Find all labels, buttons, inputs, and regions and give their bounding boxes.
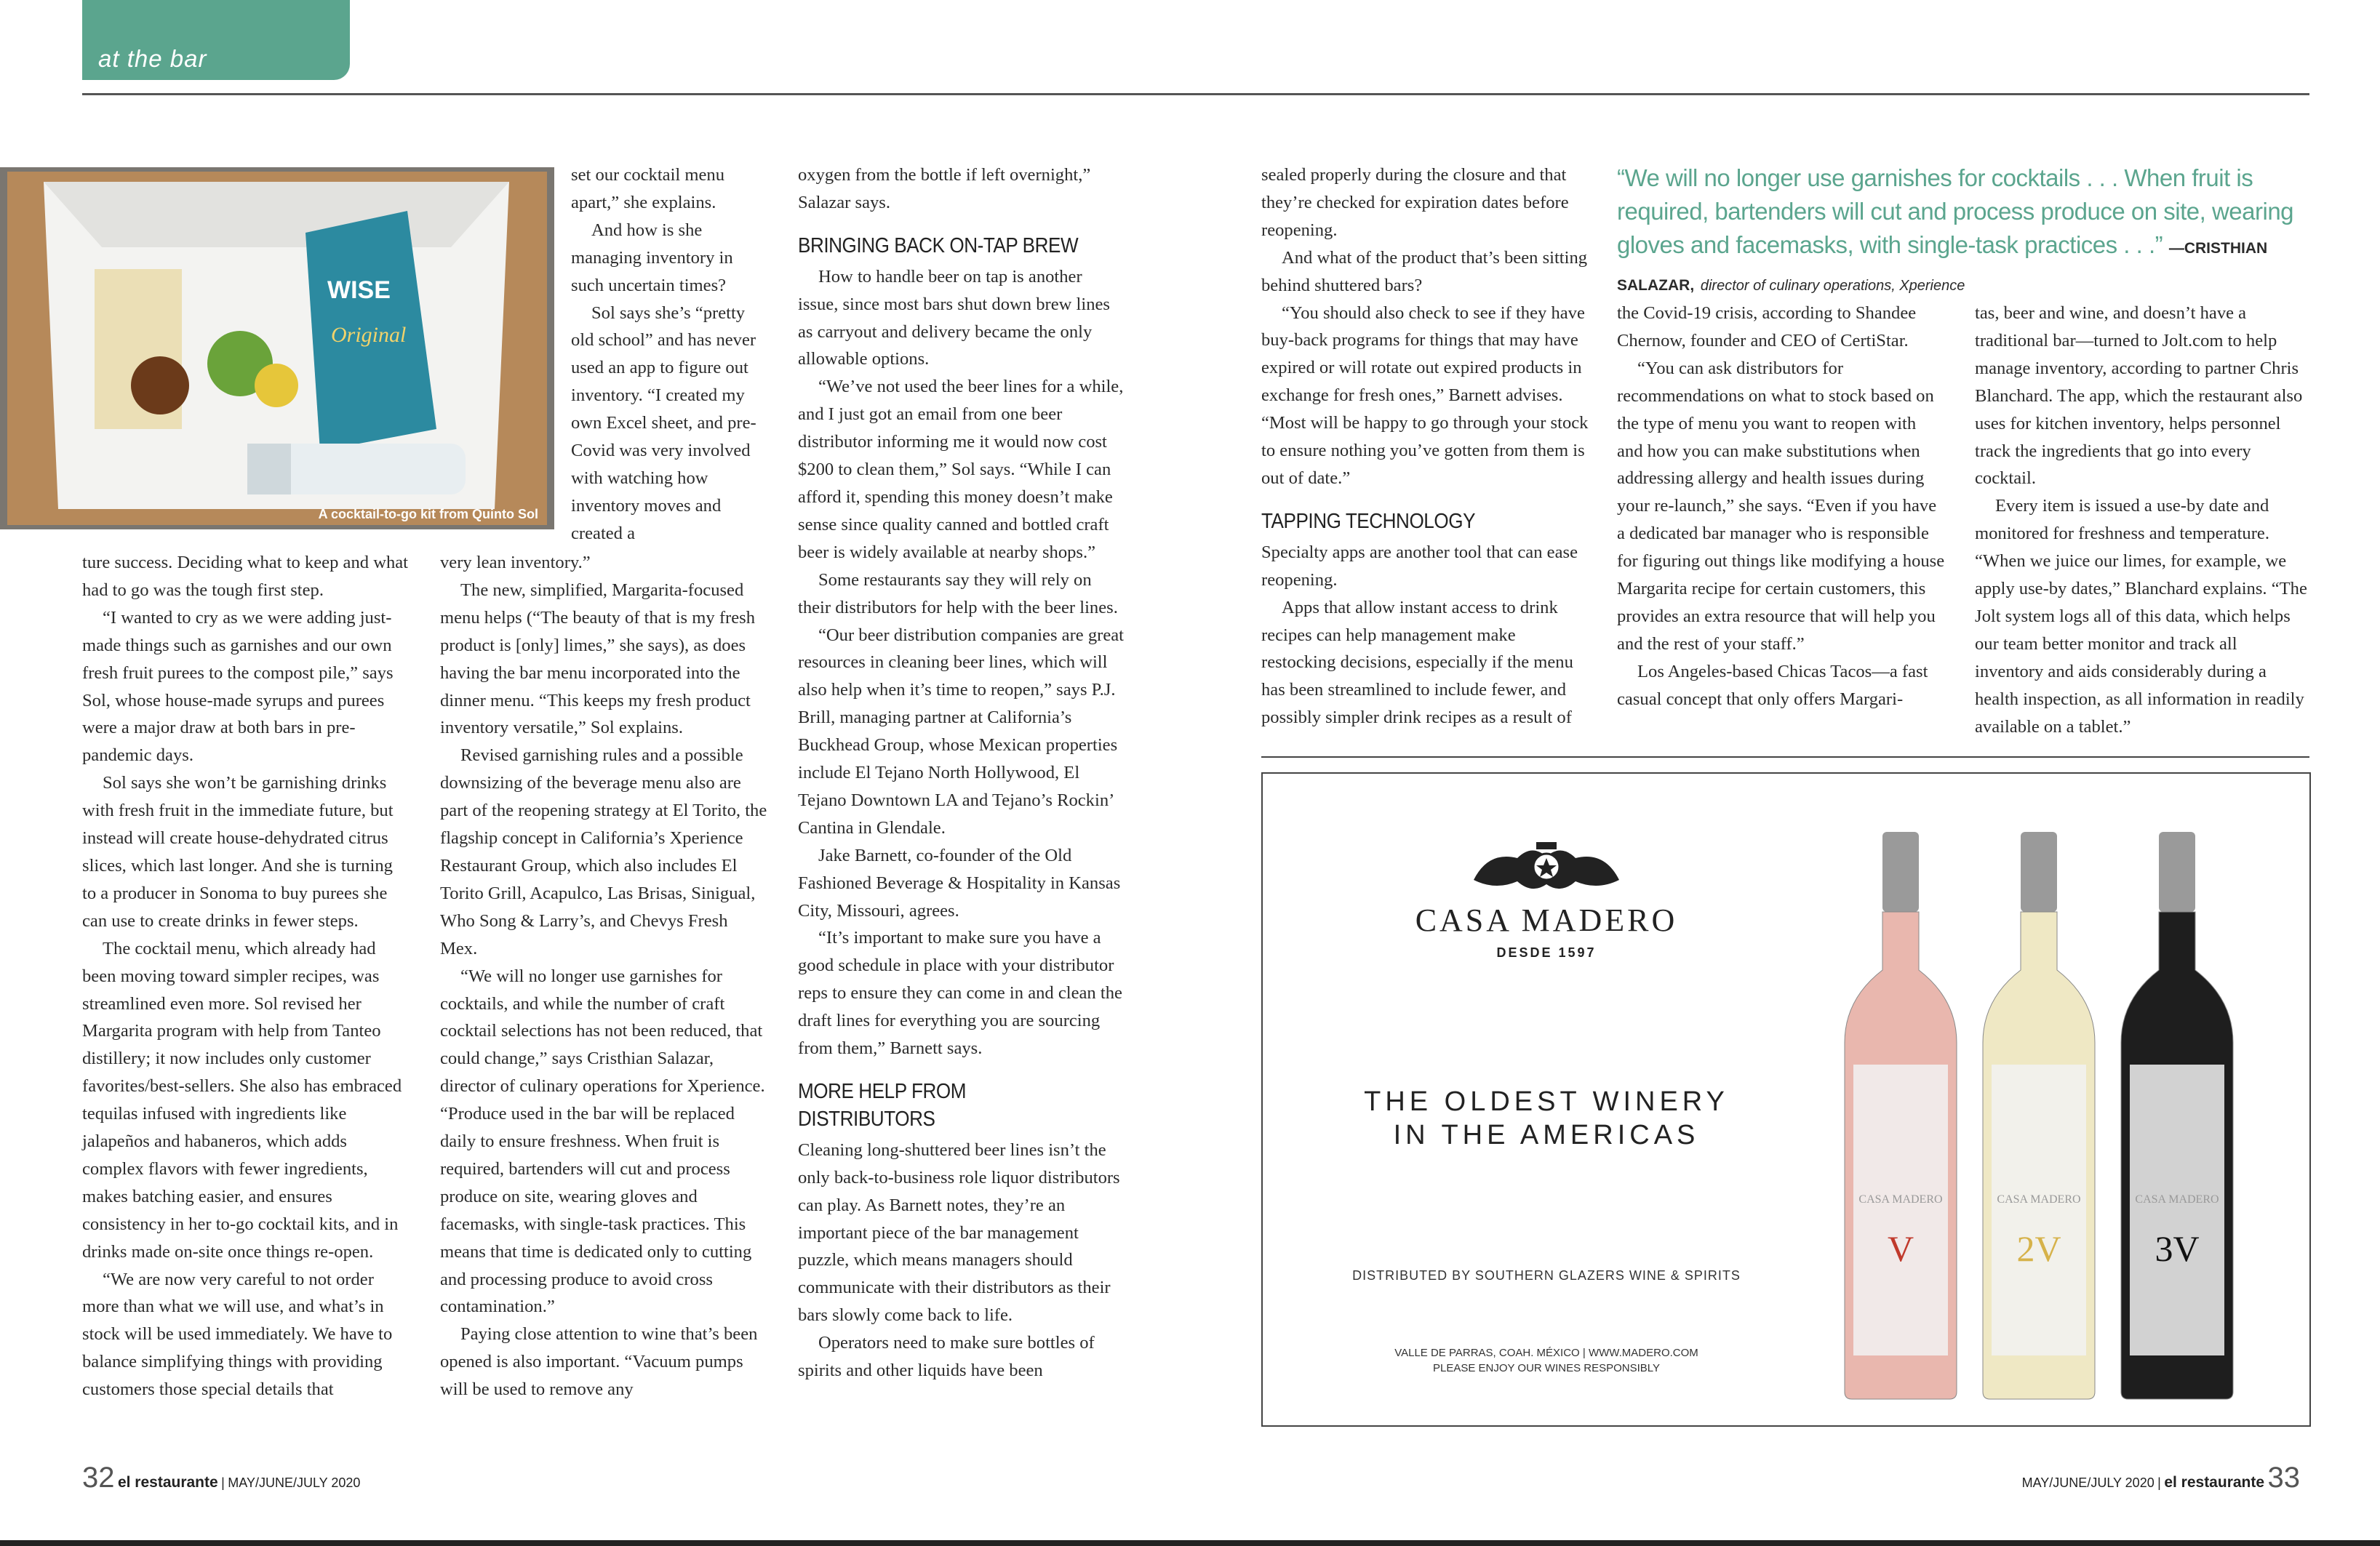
- article-column-1: [82, 549, 410, 1403]
- casa-madero-crest-icon: [1459, 836, 1634, 902]
- magazine-name-right: el restaurante: [2164, 1474, 2265, 1491]
- ad-responsibly: PLEASE ENJOY OUR WINES RESPONSIBLY: [1432, 1362, 1661, 1374]
- paragraph: The cocktail menu, which already had been moving toward simpler recipes, was streamlined even more. Sol revised her Margarita program with help from Tanteo distillery; it now includes only customer favorites/best-sellers. She also has embraced tequilas infused with ingredients like jalapeños and habaneros, which adds complex flavors with fewer ingredients, makes batching easier, and ensures consistency in her to-go cocktail kits, and in drinks made on-site once things re-open.: [82, 938, 402, 1262]
- paragraph: Operators need to make sure bottles of spirits and other liquids have been: [798, 1333, 1095, 1381]
- issue-date-left: MAY/JUNE/JULY 2020: [228, 1475, 361, 1490]
- pull-quote: [1617, 161, 2315, 303]
- paragraph: Los Angeles-based Chicas Tacos—a fast casual concept that only offers Margari-: [1617, 661, 1928, 709]
- cocktail-kit-illustration: [0, 167, 554, 529]
- casa-madero-advertisement: [1261, 772, 2311, 1427]
- pull-quote-attribution-title: director of culinary operations, Xperience: [1700, 278, 1965, 294]
- folio-right: [2022, 1462, 2300, 1494]
- paragraph: oxygen from the bottle if left overnight,” Salazar says.: [798, 165, 1091, 212]
- paragraph: Every item is issued a use-by date and monitored for freshness and temperature. “When we juice our limes, for example, we apply use-by dates,” Blanchard explains. “The Jolt system logs all of this data, which helps our team better monitor and track all inventory and aids considerably during a health inspection, as all information in readily available on a tablet.”: [1975, 496, 2307, 737]
- paragraph: Some restaurants say they will rely on their distributors for help with the beer lines.: [798, 569, 1118, 617]
- ad-headline-line-1: THE OLDEST WINERY: [1364, 1086, 1729, 1117]
- section-tab: [82, 0, 350, 80]
- page-number-right: 33: [2267, 1462, 2300, 1494]
- article-column-3: [798, 161, 1125, 1385]
- paragraph: ture success. Deciding what to keep and what had to go was the tough first step.: [82, 553, 409, 600]
- paragraph: How to handle beer on tap is another issue, since most bars shut down brew lines as carryout and delivery became the only allowable options.: [798, 266, 1110, 369]
- pull-quote-text: “We will no longer use garnishes for cocktails . . . When fruit is required, bartenders will cut and process produce on site, wearing gloves and facemasks, with single-task practices . . .”: [1617, 164, 2294, 258]
- section-tab-label: at the bar: [98, 45, 207, 72]
- paragraph: Paying close attention to wine that’s been opened is also important. “Vacuum pumps will be used to remove any: [440, 1324, 758, 1400]
- bottle-brand: CASA MADERO: [1997, 1193, 2081, 1206]
- paragraph: “We are now very careful to not order more than what we will use, and what’s in stock will be used immediately. We have to balance simplifying things with providing customers those special details that: [82, 1269, 393, 1400]
- wine-bottles-illustration: [1830, 825, 2296, 1406]
- article-column-6: [1975, 300, 2309, 741]
- paragraph: Cleaning long-shuttered beer lines isn’t the only back-to-business role liquor distributors can play. As Barnett notes, they’re an important piece of the bar management puzzle, which means managers should communicate with their distributors as their bars slowly come back to life.: [798, 1140, 1120, 1326]
- svg-text:Original: Original: [331, 323, 407, 347]
- section-heading: TAPPING TECHNOLOGY: [1261, 509, 1476, 533]
- magazine-name-left: el restaurante: [117, 1474, 218, 1491]
- paragraph: very lean inventory.”: [440, 553, 591, 572]
- article-column-4: [1261, 161, 1592, 732]
- paragraph: set our cocktail menu apart,” she explains.: [571, 165, 725, 212]
- ad-address-block: [1306, 1345, 1786, 1376]
- photo-caption: A cocktail-to-go kit from Quinto Sol: [318, 507, 538, 521]
- paragraph: Revised garnishing rules and a possible downsizing of the beverage menu also are part of the reopening strategy at El Torito, the flagship concept in California’s Xperience Restaurant Group, which also includes El Torito Grill, Acapulco, Las Brisas, Sinigual, Who Song & Larry’s, and Chevys Fresh Mex.: [440, 745, 767, 958]
- header-rule: [82, 93, 2309, 95]
- article-column-5: [1617, 300, 1946, 713]
- pull-quote-attribution: —CRISTHIAN SALAZAR,: [1617, 240, 2268, 294]
- paragraph: Specialty apps are another tool that can ease reopening.: [1261, 542, 1578, 590]
- bottle-label: 3V: [2155, 1228, 2200, 1269]
- paragraph: Apps that allow instant access to drink recipes can help management make restocking decisions, especially if the menu has been streamlined to include fewer, and possibly simpler drink recipes as a result of: [1261, 597, 1573, 728]
- section-heading: MORE HELP FROM DISTRIBUTORS: [798, 1080, 967, 1131]
- cocktail-kit-photo: [0, 167, 554, 529]
- bottom-edge: [0, 1540, 2380, 1546]
- paragraph: Sol says she won’t be garnishing drinks with fresh fruit in the immediate future, but instead will create house-dehydrated citrus slices, which last longer. And she is turning to a producer in Sonoma to buy purees she can use to create drinks in fewer steps.: [82, 773, 394, 931]
- bottle-brand: CASA MADERO: [2135, 1193, 2219, 1206]
- paragraph: And what of the product that’s been sitting behind shuttered bars?: [1261, 247, 1588, 295]
- paragraph: “It’s important to make sure you have a good schedule in place with your distributor reps to ensure they can come in and clean the draft lines for everything you are sourcing from them,” Barnett says.: [798, 928, 1122, 1059]
- paragraph: And how is she managing inventory in such uncertain times?: [571, 220, 733, 295]
- ad-distributor: DISTRIBUTED BY SOUTHERN GLAZERS WINE & SPIRITS: [1352, 1268, 1741, 1283]
- ad-headline: [1306, 1085, 1786, 1152]
- wine-bottle: [1983, 832, 2095, 1399]
- article-column-2: [440, 549, 767, 1403]
- paragraph: “I wanted to cry as we were adding just-made things such as garnishes and our own fresh fruit purees to the compost pile,” says Sol, whose house-made syrups and purees were a major draw at both bars in pre-pandemic days.: [82, 607, 394, 766]
- wine-bottle: [1845, 832, 1957, 1399]
- paragraph: The new, simplified, Margarita-focused menu helps (“The beauty of that is my fresh product is [only] limes,” she says), as does having the bar menu incorporated into the dinner menu. “This keeps my fresh product inventory versatile,” Sol explains.: [440, 580, 755, 738]
- paragraph: the Covid-19 crisis, according to Shandee Chernow, founder and CEO of CertiStar.: [1617, 303, 1917, 351]
- section-rule: [1261, 756, 2309, 758]
- wine-bottle: [2121, 832, 2233, 1399]
- paragraph: sealed properly during the closure and that they’re checked for expiration dates before reopening.: [1261, 165, 1569, 240]
- bottle-label: V: [1887, 1228, 1914, 1269]
- paragraph: Jake Barnett, co-founder of the Old Fashioned Beverage & Hospitality in Kansas City, Missouri, agrees.: [798, 845, 1121, 921]
- ad-since: DESDE 1597: [1496, 945, 1597, 960]
- svg-text:WISE: WISE: [327, 276, 391, 304]
- paragraph: tas, beer and wine, and doesn’t have a traditional bar—turned to Jolt.com to help manage inventory, according to partner Chris Blanchard. The app, which the restaurant also uses for kitchen inventory, helps personnel track the ingredients that go into every cocktail.: [1975, 303, 2303, 489]
- separator-right: |: [2157, 1475, 2161, 1490]
- issue-date-right: MAY/JUNE/JULY 2020: [2021, 1475, 2155, 1490]
- folio-left: [82, 1462, 360, 1494]
- separator-left: |: [221, 1475, 225, 1490]
- paragraph: Sol says she’s “pretty old school” and has never used an app to figure out inventory. “I created my own Excel sheet, and pre-Covid was very involved with watching how inventory moves and created a: [571, 303, 756, 543]
- page-number-left: 32: [82, 1462, 115, 1494]
- paragraph: “We’ve not used the beer lines for a while, and I just got an email from one beer distributor informing me it would now cost $200 to clean them,” Sol says. “While I can afford it, spending this money doesn’t make sense since quality canned and bottled craft beer is widely available at nearby shops.”: [798, 377, 1124, 562]
- paragraph: “We will no longer use garnishes for cocktails, and while the number of craft cocktail selections has not been reduced, that could change,” says Cristhian Salazar, director of culinary operations for Xperience. “Produce used in the bar will be replaced daily to ensure freshness. When fruit is required, bartenders will cut and process produce on site, wearing gloves and facemasks, with single-task practices. This means that time is dedicated only to cutting and processing produce to avoid cross contamination.”: [440, 966, 765, 1317]
- paragraph: “You can ask distributors for recommendations on what to stock based on the type of menu you want to reopen with and how you can make substitutions when addressing allergy and health issues during your re-launch,” she says. “Even if you have a dedicated bar manager who is responsible for figuring out things like modifying a house Margarita recipe for certain customers, this provides an extra resource that will help you and the rest of your staff.”: [1617, 358, 1945, 654]
- section-heading: BRINGING BACK ON-TAP BREW: [798, 233, 1079, 257]
- bottle-brand: CASA MADERO: [1858, 1193, 1943, 1206]
- ad-address: VALLE DE PARRAS, COAH. MÉXICO | WWW.MADERO.COM: [1394, 1347, 1698, 1359]
- ad-headline-line-2: IN THE AMERICAS: [1393, 1120, 1700, 1150]
- article-column-2-top: [571, 161, 766, 548]
- paragraph: “Our beer distribution companies are great resources in cleaning beer lines, which will also help when it’s time to reopen,” says P.J. Brill, managing partner at California’s Buckhead Group, whose Mexican properties include El Tejano North Hollywood, El Tejano Downtown LA and Tejano’s Rockin’ Cantina in Glendale.: [798, 625, 1124, 838]
- bottle-label: 2V: [2016, 1228, 2061, 1269]
- paragraph: “You should also check to see if they have buy-back programs for things that may have expired or will rotate out expired products in exchange for fresh ones,” Barnett advises. “Most will be happy to go through your stock to ensure nothing you’ve gotten from them is out of date.”: [1261, 303, 1589, 488]
- ad-brand-name: CASA MADERO: [1415, 902, 1678, 938]
